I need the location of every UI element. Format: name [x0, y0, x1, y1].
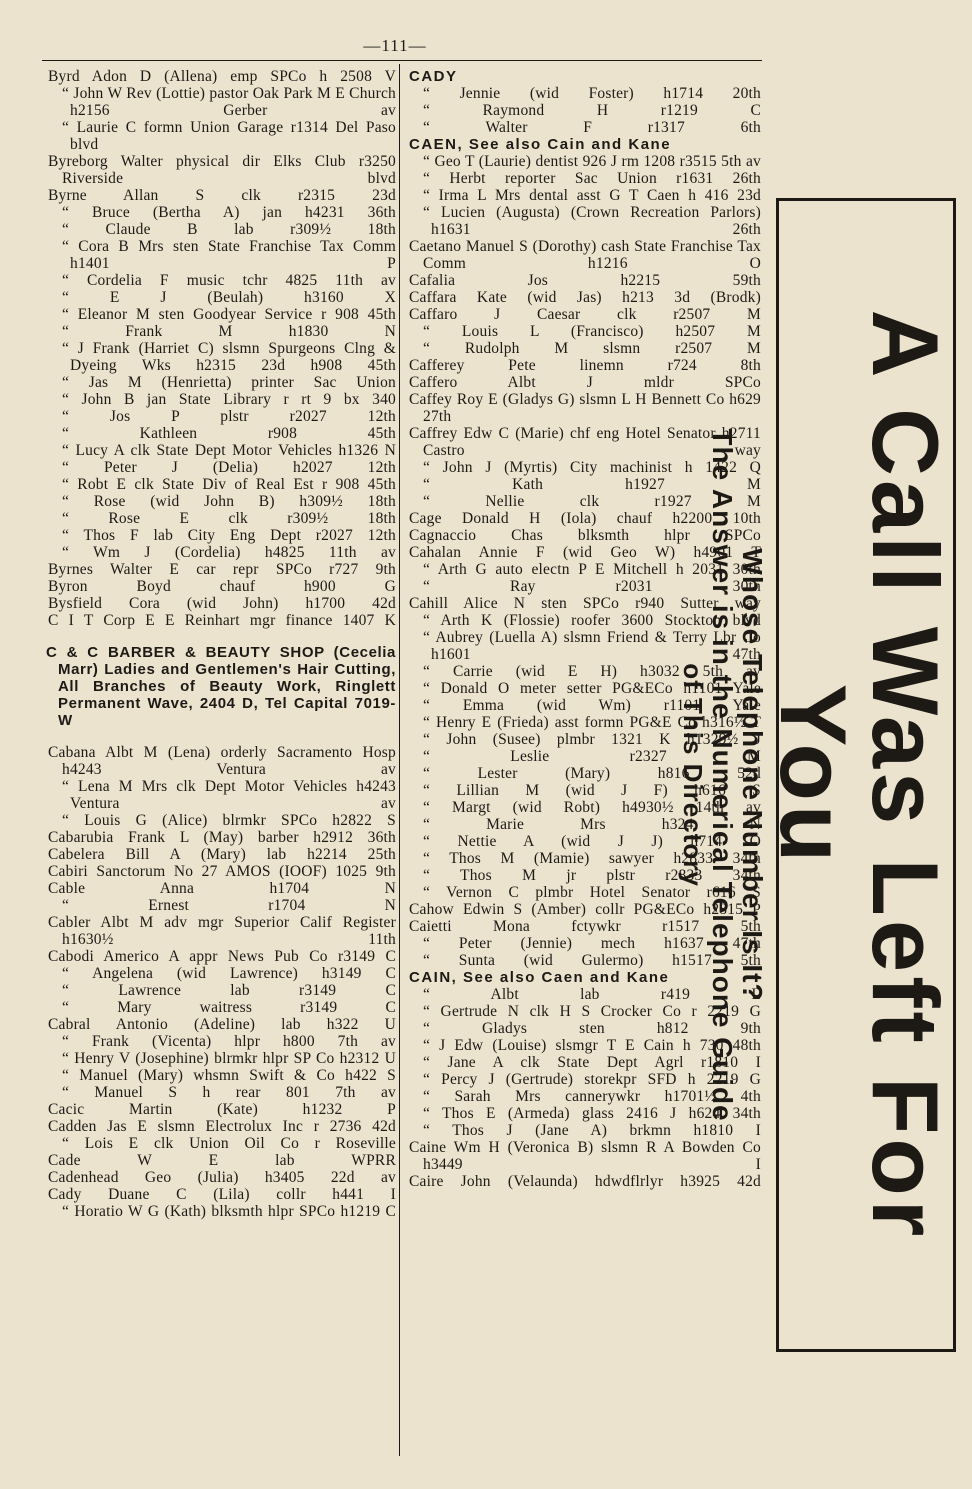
directory-entry: “ Emma (wid Wm) r1101 Yale [423, 697, 761, 714]
directory-entry: “ Lester (Mary) h816 52d [423, 765, 761, 782]
directory-entry: “ Robt E clk State Div of Real Est r 908 45th [62, 476, 396, 493]
directory-entry: “ Peter (Jennie) mech h1637 47th [423, 935, 761, 952]
directory-entry: Caffaro J Caesar clk r2507 M [409, 306, 761, 323]
directory-entry: Cabelera Bill A (Mary) lab h2214 25th [48, 846, 396, 863]
directory-entry: “ John B jan State Library r rt 9 bx 340 [62, 391, 396, 408]
directory-entry: “ Leslie r2327 M [423, 748, 761, 765]
directory-entry: “ Thos M (Mamie) sawyer h2833 34th [423, 850, 761, 867]
directory-entry: Caffara Kate (wid Jas) h213 3d (Brodk) [409, 289, 761, 306]
directory-entry: “ Louis L (Francisco) h2507 M [423, 323, 761, 340]
directory-entry: “ Margt (wid Robt) h4930½ 14th av [423, 799, 761, 816]
directory-entry: “ Cordelia F music tchr 4825 11th av [62, 272, 396, 289]
directory-entry: “ Laurie C formn Union Garage r1314 Del Paso blvd [62, 119, 396, 153]
directory-entry: “ Rose (wid John B) h309½ 18th [62, 493, 396, 510]
directory-entry: “ Gertrude N clk H S Crocker Co r 2219 G [423, 1003, 761, 1020]
section-heading: CAEN, See also Cain and Kane [409, 136, 672, 153]
directory-entry: “ Donald O meter setter PG&ECo h1101 Yale [423, 680, 761, 697]
directory-entry: Cahalan Annie F (wid Geo W) h4901 T [409, 544, 761, 561]
directory-entry: “ Thos M jr plstr r2833 34th [423, 867, 761, 884]
directory-entry: Cage Donald H (Iola) chauf h2200 10th [409, 510, 761, 527]
directory-entry: “ Thos E (Armeda) glass 2416 J h624 34th [423, 1105, 761, 1122]
directory-entry: “ John W Rev (Lottie) pastor Oak Park M E Church h2156 Gerber av [62, 85, 396, 119]
directory-entry: Cabral Antonio (Adeline) lab h322 U [48, 1016, 396, 1033]
directory-entry: Bysfield Cora (wid John) h1700 42d [48, 595, 396, 612]
directory-entry: Caine Wm H (Veronica B) slsmn R A Bowden Co h3449 I [409, 1139, 761, 1173]
directory-entry: “ Lawrence lab r3149 C [62, 982, 396, 999]
directory-entry: “ Irma L Mrs dental asst G T Caen h 416 23d [423, 187, 761, 204]
directory-entry: “ Manuel (Mary) whsmn Swift & Co h422 S [62, 1067, 396, 1084]
directory-entry: “ Nellie clk r1927 M [423, 493, 761, 510]
directory-entry: “ Lois E clk Union Oil Co r Roseville [62, 1135, 396, 1152]
directory-entry: “ Albt lab r419 L [423, 986, 761, 1003]
ad-headline: A Call Was Left For You [761, 309, 958, 1241]
directory-entry: “ Vernon C plmbr Hotel Senator r616 S [423, 884, 761, 901]
directory-entry: “ J Frank (Harriet C) slsmn Spurgeons Clng & Dyeing Wks h2315 23d h908 45th [62, 340, 396, 374]
directory-entry: “ Eleanor M sten Goodyear Service r 908 45th [62, 306, 396, 323]
directory-entry: “ Geo T (Laurie) dentist 926 J rm 1208 r3515 5th av [423, 153, 761, 170]
directory-entry: Byron Boyd chauf h900 G [48, 578, 396, 595]
directory-entry: “ Carrie (wid E H) h3032 5th av [423, 663, 761, 680]
directory-entry: “ Kath h1927 M [423, 476, 761, 493]
directory-entry: Cafferey Pete linemn r724 8th [409, 357, 761, 374]
directory-entry: “ Gladys sten h812 9th [423, 1020, 761, 1037]
directory-entry: Cady Duane C (Lila) collr h441 I [48, 1186, 396, 1203]
directory-entry: “ Frank (Vicenta) hlpr h800 7th av [62, 1033, 396, 1050]
directory-entry: “ Manuel S h rear 801 7th av [62, 1084, 396, 1101]
directory-entry: “ Claude B lab r309½ 18th [62, 221, 396, 238]
directory-entry: “ Louis G (Alice) blrmkr SPCo h2822 S [62, 812, 396, 829]
directory-entry: “ Lena M Mrs clk Dept Motor Vehicles h4243 Ventura av [62, 778, 396, 812]
directory-entry: “ Lillian M (wid J F) h616 S [423, 782, 761, 799]
directory-entry: “ Cora B Mrs sten State Franchise Tax Comm h1401 P [62, 238, 396, 272]
directory-entry: Cade W E lab WPRR [48, 1152, 396, 1169]
directory-entry: “ Rose E clk r309½ 18th [62, 510, 396, 527]
directory-entry: “ John (Susee) plmbr 1321 K h1329½ J [423, 731, 761, 748]
directory-entry: “ Aubrey (Luella A) slsmn Friend & Terry Lbr Co h1601 47th [423, 629, 761, 663]
directory-entry: “ Jennie (wid Foster) h1714 20th [423, 85, 761, 102]
directory-entry: “ Henry E (Frieda) asst formn PG&E Co h316½ T [423, 714, 761, 731]
directory-entry: “ Thos J (Jane A) brkmn h1810 I [423, 1122, 761, 1139]
directory-entry: “ Marie Mrs h324 N [423, 816, 761, 833]
directory-entry: “ E J (Beulah) h3160 X [62, 289, 396, 306]
directory-entry: Cagnaccio Chas blksmth hlpr SPCo [409, 527, 761, 544]
advertisement-box [678, 198, 958, 1352]
advertisement-text [678, 205, 958, 1345]
directory-entry: “ Arth K (Flossie) roofer 3600 Stockton blvd [423, 612, 761, 629]
directory-entry: “ Herbt reporter Sac Union r1631 26th [423, 170, 761, 187]
directory-entry: Caffey Roy E (Gladys G) slsmn L H Bennett Co h629 27th [409, 391, 761, 425]
directory-entry: Cabarubia Frank L (May) barber h2912 36th [48, 829, 396, 846]
directory-entry: “ Angelena (wid Lawrence) h3149 C [62, 965, 396, 982]
directory-entry: Byrd Adon D (Allena) emp SPCo h 2508 V [48, 68, 396, 85]
directory-entry: “ Wm J (Cordelia) h4825 11th av [62, 544, 396, 561]
directory-entry: Caetano Manuel S (Dorothy) cash State Franchise Tax Comm h1216 O [409, 238, 761, 272]
directory-entry: Byreborg Walter physical dir Elks Club r3250 Riverside blvd [48, 153, 396, 187]
directory-entry: “ Walter F r1317 6th [423, 119, 761, 136]
left-column [44, 68, 396, 1220]
directory-entry: “ Sunta (wid Gulermo) h1517 5th [423, 952, 761, 969]
directory-entry: Cacic Martin (Kate) h1232 P [48, 1101, 396, 1118]
directory-entry: “ Bruce (Bertha A) jan h4231 36th [62, 204, 396, 221]
directory-entry: Cadden Jas E slsmn Electrolux Inc r 2736 42d [48, 1118, 396, 1135]
ad-line-2: The Answer is in the Numerical Telephone Guide [707, 428, 738, 1122]
directory-entry: “ Arth G auto electn P E Mitchell h 2031 30th [423, 561, 761, 578]
directory-entry: “ Jane A clk State Dept Agrl r1810 I [423, 1054, 761, 1071]
business-listing-ad: C & C BARBER & BEAUTY SHOP (Cecelia Marr) Ladies and Gentlemen's Hair Cutting, All Branches of Beauty Work, Ringlett Permanent Wave, 2404 D, Tel Capital 7019-W [46, 644, 396, 729]
directory-entry: Cabler Albt M adv mgr Superior Calif Register h1630½ 11th [48, 914, 396, 948]
directory-entry: “ Horatio W G (Kath) blksmth hlpr SPCo h1219 C [62, 1203, 396, 1220]
directory-entry: Byrne Allan S clk r2315 23d [48, 187, 396, 204]
directory-entry: Cabana Albt M (Lena) orderly Sacramento Hosp h4243 Ventura av [48, 744, 396, 778]
directory-entry: “ Ray r2031 30th [423, 578, 761, 595]
ad-line-3: of This Directory [678, 663, 708, 887]
directory-entry: Cadenhead Geo (Julia) h3405 22d av [48, 1169, 396, 1186]
directory-entry: Caietti Mona fctywkr r1517 5th [409, 918, 761, 935]
directory-entry: Cable Anna h1704 N [48, 880, 396, 897]
directory-entry: Cafalia Jos h2215 59th [409, 272, 761, 289]
directory-entry: “ Lucien (Augusta) (Crown Recreation Parlors) h1631 26th [423, 204, 761, 238]
directory-entry: “ Sarah Mrs cannerywkr h1701½ 4th [423, 1088, 761, 1105]
directory-entry: “ Rudolph M slsmn r2507 M [423, 340, 761, 357]
directory-entry: “ Peter J (Delia) h2027 12th [62, 459, 396, 476]
directory-entry: Cabiri Sanctorum No 27 AMOS (IOOF) 1025 9th [48, 863, 396, 880]
directory-entry: “ J Edw (Louise) slsmgr T E Cain h 730 48th [423, 1037, 761, 1054]
directory-entry: “ Mary waitress r3149 C [62, 999, 396, 1016]
directory-entry: Cahow Edwin S (Amber) collr PG&ECo h2815 P [409, 901, 761, 918]
directory-entry: “ Raymond H r1219 C [423, 102, 761, 119]
directory-entry: Caffrey Edw C (Marie) chf eng Hotel Senator h2711 Castro way [409, 425, 761, 459]
directory-entry: “ Ernest r1704 N [62, 897, 396, 914]
directory-entry: “ Frank M h1830 N [62, 323, 396, 340]
directory-entry: “ Nettie A (wid J J) h714 O [423, 833, 761, 850]
directory-entry: Caffero Albt J mldr SPCo [409, 374, 761, 391]
directory-entry: “ Thos F lab City Eng Dept r2027 12th [62, 527, 396, 544]
section-heading: CADY [409, 68, 458, 85]
directory-entry: Cahill Alice N sten SPCo r940 Sutter way [409, 595, 761, 612]
directory-entry: Caire John (Velaunda) hdwdflrlyr h3925 42d [409, 1173, 761, 1190]
header-rule [42, 60, 762, 61]
directory-entry: “ Jos P plstr r2027 12th [62, 408, 396, 425]
directory-entry: “ Lucy A clk State Dept Motor Vehicles h1326 N [62, 442, 396, 459]
directory-entry: Byrnes Walter E car repr SPCo r727 9th [48, 561, 396, 578]
directory-entry: “ John J (Myrtis) City machinist h 1422 Q [423, 459, 761, 476]
directory-entry: “ Percy J (Gertrude) storekpr SFD h 2219 G [423, 1071, 761, 1088]
page-number: —111— [363, 36, 427, 55]
directory-entry: “ Kathleen r908 45th [62, 425, 396, 442]
section-heading: CAIN, See also Caen and Kane [409, 969, 670, 986]
directory-entry: Cabodi Americo A appr News Pub Co r3149 C [48, 948, 396, 965]
directory-entry: “ Jas M (Henrietta) printer Sac Union [62, 374, 396, 391]
column-divider [399, 64, 400, 1456]
directory-entry: “ Henry V (Josephine) blrmkr hlpr SP Co h2312 U [62, 1050, 396, 1067]
directory-entry: C I T Corp E E Reinhart mgr finance 1407 K [48, 612, 396, 629]
ad-line-1: Whose Telephone Number Is It? [737, 548, 768, 1002]
